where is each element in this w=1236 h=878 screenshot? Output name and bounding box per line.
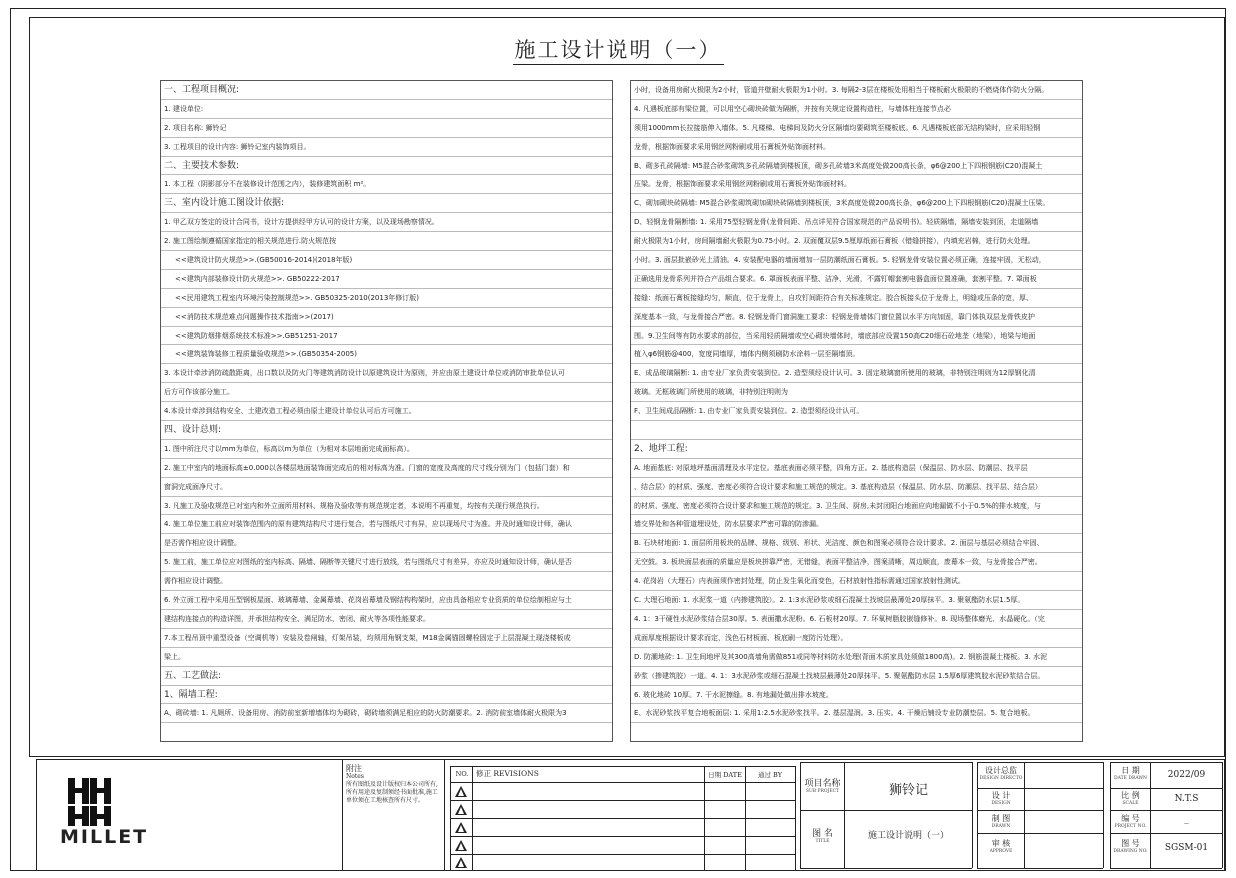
note-line: 、结合层）的材质、强度、密度必须符合设计要求和施工规范的规定。3. 基底构造层（保温层、防水层、防潮层、找平层、结合层） (631, 478, 1082, 497)
divider (450, 854, 795, 855)
note-line: 6. 外立面工程中采用压型钢板屋面、玻璃幕墙、金属幕墙、花岗岩幕墙及钢结构构架时，应由具备相应专业资质的单位绘制相应与土 (161, 591, 612, 610)
note-line: <<建筑防烟排烟系统技术标准>>.GB51251-2017 (161, 327, 612, 346)
divider (450, 800, 795, 801)
note-line: <<建筑内部装修设计防火规范>>. GB50222-2017 (161, 270, 612, 289)
section-heading: 1、隔墙工程: (161, 686, 612, 705)
project-no-label: 编 号 PROJECT NO. (1114, 814, 1147, 829)
note-line: <<建筑设计防火规范>>.(GB50016-2014)(2018年版) (161, 251, 612, 270)
note-line: D. 防潮地砖: 1. 卫生间地坪及其300高墙角需做851或同等材料防水处理(背面木质家具处须做1800高)。2. 钢筋混凝土楼板。3. 水泥 (631, 648, 1082, 667)
note-line: 接缝：纸面石膏板接缝均匀，顺直，位于龙骨上，自攻钉间距符合有关标准规定。胶合板接头位于龙骨上，明缝或压条的宽，厚、 (631, 289, 1082, 308)
note-line: 正确选用龙骨系列并符合产品组合要求。6. 罩面板表面平整、洁净、光滑，不露钉帽套割电器盒面位置准确，套割平整。7. 罩面板 (631, 270, 1082, 289)
notes-title: 附注 (346, 764, 362, 773)
divider (444, 759, 445, 871)
date-label: 日 期 DATE DRAWN (1114, 766, 1147, 781)
note-line: A、砌砖墙: 1. 凡厕所、设备用房、消防前室新增墙体均为砌砖，砌砖墙须满足相应的防火防潮要求。2. 消防前室墙体耐火极限为3 (161, 704, 612, 723)
note-line: 4. 花岗岩（大理石）内表面须作密封处理，防止发生氧化而变色，石材放射性指标需通过国家放射性测试。 (631, 572, 1082, 591)
note-line: 围。9.卫生间等有防水要求的部位，当采用轻质隔墙或空心砌块墙体时，墙底部应设置150高C20细石砼地垄（地梁），地梁与地面 (631, 327, 1082, 346)
note-line: 须用1000mm长拉接筋伸入墙体。5. 凡楼梯、电梯间及防火分区隔墙均要砌筑至楼板底。6. 凡遇楼板底部无结构梁时，应采用轻钢 (631, 119, 1082, 138)
note-line: 建结构连接点的构造详图，并承担结构安全、满足防水、密闭、耐火等各项性能要求。 (161, 610, 612, 629)
divider (1024, 762, 1025, 868)
note-line: 砂浆（掺建筑胶）一道。4. 1：3水泥砂浆或细石混凝土找坡层最薄处20厚抹平。5. 聚氨酯防水层 1.5厚6厚建筑胶水泥砂浆结合层。 (631, 667, 1082, 686)
divider (1103, 762, 1104, 868)
divider (800, 868, 972, 869)
note-line: <<消防技术规范难点问题操作技术指南>>(2017) (161, 308, 612, 327)
divider (1110, 810, 1222, 811)
note-line: E、成品玻璃隔断: 1. 由专业厂家负责安装到位。2. 造型须经设计认可。3. 固定玻璃窗所使用的玻璃，非特别注明则为12厚钢化清 (631, 364, 1082, 383)
note-line: 1. 图中所注尺寸以mm为单位，标高以m为单位（为相对本层地面完成面标高）。 (161, 440, 612, 459)
divider (972, 762, 973, 868)
note-line: 耐火极限为1小时，房间隔墙耐火极限为0.75小时。2. 双面覆双层9.5厘厚纸面石膏板（错缝拼接），内填充岩棉，进行防火处理。 (631, 232, 1082, 251)
note-line: 6. 玻化地砖 10厚。7. 干水泥擦缝。8. 有地漏处做出排水坡度。 (631, 686, 1082, 705)
revision-triangle-icon (455, 822, 467, 833)
note-line: 3. 工程项目的设计内容: 狮铃记室内装饰项目。 (161, 138, 612, 157)
section-heading: 一、工程项目概况: (161, 81, 612, 100)
note-line: 深度基本一致，与龙骨接合严密。8. 轻钢龙骨门窗洞施工要求：轻钢龙骨墙体门窗位置以水平方向加固，靠门体执双层龙骨铁皮护 (631, 308, 1082, 327)
divider (1110, 788, 1222, 789)
note-line: 的材质、强度、密度必须符合设计要求和施工规范的规定。3. 卫生间、厨房,未封闭阳台地面应向地漏做不小于0.5%的排水坡度，与 (631, 497, 1082, 516)
note-line: 7.本工程吊顶中重型设备（空调机等）安装及卷闸轴，灯架吊装，均须用角钢支架，M18金属锚固螺栓固定于上层混凝土现浇楼板或 (161, 629, 612, 648)
divider (1110, 762, 1222, 763)
section-heading: 三、室内设计施工图设计依据: (161, 194, 612, 213)
divider (977, 788, 1103, 789)
note-line: 3. 本设计牵涉消防疏散距离，出口数以及防火门等建筑消防设计以原建筑设计为原则，并应由原土建设计单位或消防审批单位认可 (161, 364, 612, 383)
section-heading: 2、地坪工程: (631, 440, 1082, 459)
note-line: 后方可作该部分施工。 (161, 383, 612, 402)
divider (977, 833, 1103, 834)
note-line: 4. 凡遇板底部有梁位置，可以用空心砌块砖做为隔断，并按有关规定设置构造柱，与墙体柱连接节点必 (631, 100, 1082, 119)
notes-column-right (630, 80, 1083, 742)
divider (450, 782, 795, 783)
note-line: 植入φ6钢筋@400，宽度同墙厚，墙体内侧须刷防水涂料一层至隔墙顶。 (631, 345, 1082, 364)
note-line: 小时。3. 面层批嵌砂光上清油。4. 安装配电器的墙面增加一层防潮纸面石膏板。5. 轻钢龙骨安装位置必须正确，连接牢固，无松动， (631, 251, 1082, 270)
note-line: 小时，设备用房耐火极限为2小时，管道井壁耐火极限为1小时。3. 每隔2-3层在楼板处用相当于楼板耐火极限的不燃烧体作防火分隔。 (631, 81, 1082, 100)
note-line: 2. 施工图绘制遵循国家指定的相关规范进行.防火规范按 (161, 232, 612, 251)
rev-date-header: 日期 DATE (708, 771, 742, 779)
drawing-name-label: 图 名 TITLE (812, 829, 833, 844)
divider (450, 818, 795, 819)
millet-logo-icon (60, 778, 122, 826)
revision-triangle-icon (455, 840, 467, 851)
note-line: 4.本设计牵涉到结构安全、土建改造工程必须由原土建设计单位认可后方可施工。 (161, 402, 612, 421)
notes-subtitle: Notes (346, 773, 364, 780)
revision-triangle-icon (455, 857, 467, 868)
note-line: 5. 施工前，施工单位应对图纸的室内标高、隔墙、隔断等关键尺寸进行放线，若与图纸尺寸有差异，亦应及时通知设计师，确认是否 (161, 553, 612, 572)
sheet-title: 施工设计说明（一） (0, 34, 1236, 64)
note-line: 龙骨，根据饰面要求采用钢丝网粉刷或用石膏板外贴饰面材料。 (631, 138, 1082, 157)
divider (450, 836, 795, 837)
designer-label: 设 计 DESIGN (991, 791, 1011, 806)
note-line: 3. 凡施工及验收规范已对室内和外立面所用材料、规格及验收等有规范规定者，本说明不再重复，均按有关现行规范执行。 (161, 497, 612, 516)
note-line: C、砌加砌块砖隔墙: M5混合砂浆砌筑砌加砌块砖隔墙到楼板顶，3米高度处做200高长条，φ6@200上下四根钢筋(C20)混凝土压梁。 (631, 194, 1082, 213)
project-no-value: _ (1184, 814, 1189, 824)
note-line: <<建筑装饰装修工程质量验收规范>>.(GB50354-2005) (161, 345, 612, 364)
divider (977, 810, 1103, 811)
notes-body: 所有图纸及设计版权归本公司所有,所有用途及复制须经书面批准,施工单位须在工地核查所有尺寸。 (346, 781, 438, 804)
date-value: 2022/09 (1167, 770, 1206, 780)
divider (977, 868, 1103, 869)
note-line: A. 地面基底: 对原地坪基面清理及水平定位。基底表面必须平整，四角方正。2. 基底构造层（保温层、防水层、防潮层、找平层 (631, 459, 1082, 478)
divider (800, 810, 972, 811)
divider (450, 766, 795, 767)
note-line: E、水泥砂浆找平复合地板面层: 1. 采用1:2.5水泥砂浆找平。2. 基层湿润。3. 压实。4. 干燥后铺设专业防潮垫层。5. 复合地板。 (631, 704, 1082, 723)
note-line: <<民用建筑工程室内环境污染控制规范>>. GB50325-2010(2013年修订版) (161, 289, 612, 308)
note-line: D、轻钢龙骨隔断墙: 1. 采用75型轻钢龙骨(龙骨间距、吊点详见符合国家规范的产品说明书)。轻质隔墙，隔墙安装到顶，走道隔墙 (631, 213, 1082, 232)
note-line: 梁上。 (161, 648, 612, 667)
note-line: 需作相应设计调整。 (161, 572, 612, 591)
section-heading: 二、主要技术参数: (161, 157, 612, 176)
divider (342, 759, 343, 871)
scale-label: 比 例 SCALE (1121, 791, 1140, 806)
drawing-no-label: 图 号 DRAWING NO. (1113, 839, 1148, 854)
note-line: 窗洞完成面净尺寸。 (161, 478, 612, 497)
note-line: 压梁。龙骨，根据饰面要求采用钢丝网粉刷或用石膏板外贴饰面材料。 (631, 175, 1082, 194)
divider (800, 762, 972, 763)
divider (977, 762, 1103, 763)
note-line: B. 石块材地面: 1. 面层所用板块的品牌、规格、级别、形状、光洁度、颜色和图案必须符合设计要求。2. 面层与基层必须结合牢固、 (631, 534, 1082, 553)
note-line: 4. 1：3干硬性水泥砂浆结合层30厚。5. 表面撒水泥粉。6. 石板材20厚。7. 环氧树脂胶嵌缝修补。8. 现场整体磨光、水晶硬化。（完 (631, 610, 1082, 629)
note-line: C. 大理石地面: 1. 水泥浆一道（内掺建筑胶）。2. 1:3水泥砂浆或细石混凝土找坡层最薄处20厚抹平。3. 聚氨酯防水层1.5厚。 (631, 591, 1082, 610)
notes-block (346, 765, 441, 805)
divider (1222, 762, 1223, 868)
note-line: 2. 施工中室内的地面标高±0.000以各楼层地面装饰面完成后的相对标高为准。门窗的宽度及高度的尺寸线分别为门（包括门套）和 (161, 459, 612, 478)
revision-triangle-icon (455, 804, 467, 815)
logo-wordmark: MILLET (60, 826, 149, 848)
note-line: 成面厚度根据设计要求而定，浅色石材板面、板底刷一度防污处理）。 (631, 629, 1082, 648)
note-line: B、砌多孔砖隔墙: M5混合砂浆砌筑多孔砖隔墙到楼板顶，砌多孔砖墙3米高度处做200高长条，φ6@200上下四根钢筋(C20)混凝土 (631, 157, 1082, 176)
note-line (631, 421, 1082, 440)
note-line: 1. 建设单位: (161, 100, 612, 119)
note-line: 2. 项目名称: 狮铃记 (161, 119, 612, 138)
section-heading: 五、工艺做法: (161, 667, 612, 686)
note-line: 玻璃。无框玻璃门所使用的玻璃，非特别注明则为 (631, 383, 1082, 402)
divider (844, 762, 845, 868)
approve-label: 审 核 APPROVE (989, 839, 1013, 854)
note-line: 是否需作相应设计调整。 (161, 534, 612, 553)
note-line: 1. 甲乙双方签定的设计合同书，设计方提供经甲方认可的设计方案，以及现场勘察情况。 (161, 213, 612, 232)
section-heading: 四、设计总则: (161, 421, 612, 440)
scale-value: N.T.S (1174, 794, 1199, 804)
company-logo (60, 778, 155, 848)
divider (1110, 833, 1222, 834)
rev-no-header: NO. (455, 770, 469, 778)
divider (450, 766, 451, 870)
note-line: 墙交界处和各种管道埋设处，防水层要求严密可靠的防渗漏。 (631, 515, 1082, 534)
note-line: 无空鼓。3. 板块面层表面的质量应是板块拼靠严密，无错缝，表面平整洁净，图案清晰，周边顺直，废幕本一致，与龙骨接合严密。 (631, 553, 1082, 572)
rev-by-header: 通过 BY (757, 771, 783, 779)
divider (1110, 868, 1222, 869)
note-line: 1. 本工程（阴影部分不在装修设计范围之内），装修建筑面积 m²。 (161, 175, 612, 194)
director-label: 设计总监 DESIGN DIRECTO (979, 766, 1023, 781)
drawing-name-value: 施工设计说明（一） (867, 831, 949, 841)
revision-triangle-icon (455, 786, 467, 797)
notes-column-left (160, 80, 613, 742)
note-line: F、卫生间成品隔断: 1. 由专业厂家负责安装到位。2. 造型须经设计认可。 (631, 402, 1082, 421)
project-name-value: 狮铃记 (888, 783, 928, 798)
rev-title-header: 修正 REVISIONS (476, 769, 539, 778)
project-name-label: 项目名称 SUB PROJECT (804, 779, 841, 794)
drawn-label: 制 图 DRAWN (991, 814, 1011, 829)
divider (795, 766, 796, 870)
note-line: 4. 施工单位施工前应对装饰范围内的原有建筑结构尺寸进行复合，若与图纸尺寸有异，应以现场尺寸为准。并及时通知设计师，确认 (161, 515, 612, 534)
drawing-no-value: SGSM-01 (1164, 843, 1209, 853)
